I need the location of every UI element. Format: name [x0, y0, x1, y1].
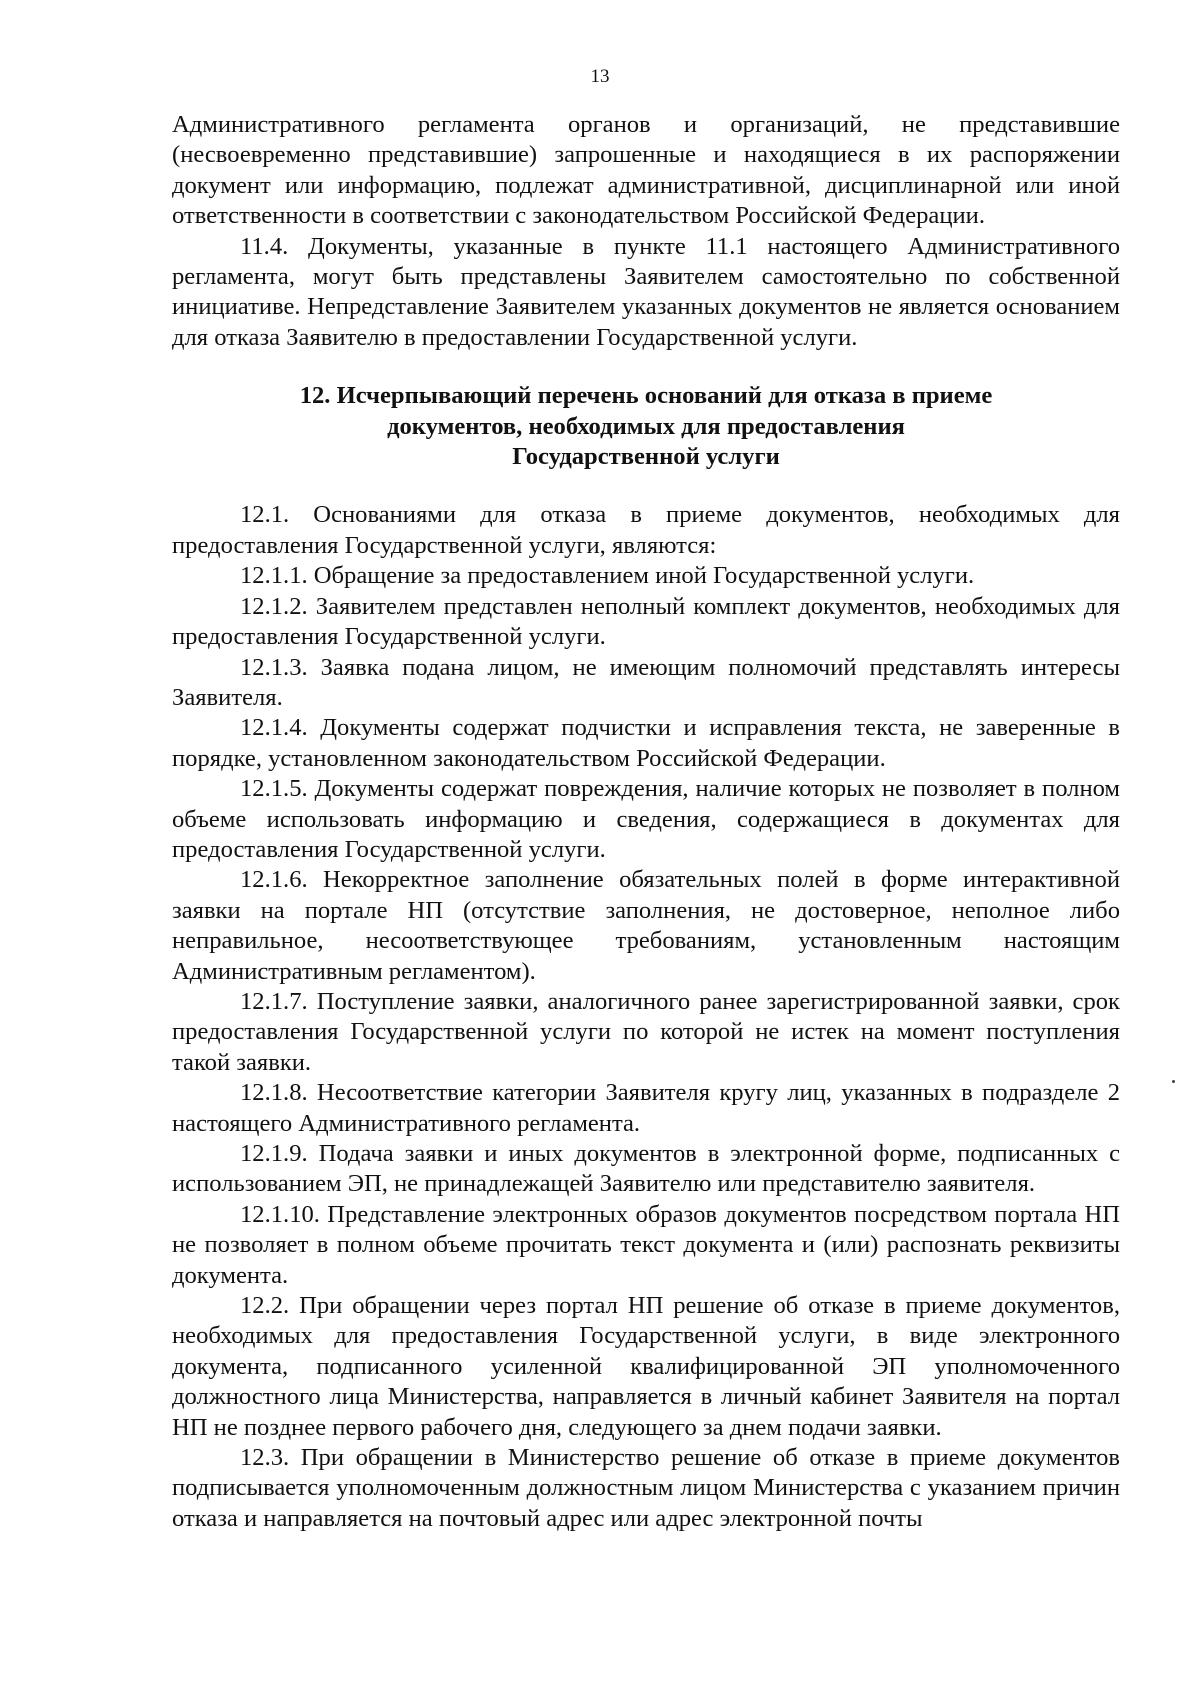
paragraph-12-1-2: 12.1.2. Заявителем представлен неполный комплект документов, необходимых для предоставления Государственной услуги. — [172, 592, 1120, 651]
paragraph-11-4: 11.4. Документы, указанные в пункте 11.1 настоящего Административного регламента, могут быть представлены Заявителем самостоятельно по собственной инициативе. Непредставление Заявителем указанных документов не является основанием для отказа Заявителю в предоставлении Государственной услуги. — [172, 232, 1120, 351]
paragraph-12-1: 12.1. Основаниями для отказа в приеме документов, необходимых для предоставления Государственной услуги, являются: — [172, 501, 1120, 559]
paragraph-12-3: 12.3. При обращении в Министерство решение об отказе в приеме документов подписывается уполномоченным должностным лицом Министерства с указанием причин отказа и направляется на почтовый адрес или адрес электронной почты — [172, 1444, 1120, 1532]
paragraph-12-1-9: 12.1.9. Подача заявки и иных документов в электронной форме, подписанных с использованием ЭП, не принадлежащей Заявителю или представителю заявителя. — [172, 1140, 1120, 1198]
paragraph-12-1-6: 12.1.6. Некорректное заполнение обязательных полей в форме интерактивной заявки на портале НП (отсутствие заполнения, не достоверное, неполное либо неправильное, несоответствующее требованиям, установленным настоящим Административным регламентом). — [172, 866, 1120, 985]
paragraph-12-1-4: 12.1.4. Документы содержат подчистки и исправления текста, не заверенные в порядке, установленном законодательством Российской Федерации. — [172, 714, 1120, 772]
heading-line-2: документов, необходимых для предоставления — [387, 412, 905, 440]
section-heading-12 — [172, 381, 1120, 472]
paragraph-12-1-8: 12.1.8. Несоответствие категории Заявителя кругу лиц, указанных в подразделе 2 настоящего Административного регламента. — [172, 1079, 1120, 1137]
paragraph-12-1-1: 12.1.1. Обращение за предоставлением иной Государственной услуги. — [240, 562, 975, 590]
page-number: 13 — [590, 66, 610, 87]
scan-speck — [1172, 1080, 1175, 1083]
heading-line-1: 12. Исчерпывающий перечень оснований для отказа в приеме — [299, 382, 993, 410]
paragraph-12-1-3: 12.1.3. Заявка подана лицом, не имеющим полномочий представлять интересы Заявителя. — [172, 653, 1120, 711]
paragraph-12-1-10: 12.1.10. Представление электронных образов документов посредством портала НП не позволяет в полном объеме прочитать текст документа и (или) распознать реквизиты документа. — [172, 1200, 1120, 1289]
heading-line-3: Государственной услуги — [512, 443, 780, 471]
paragraph-12-1-7: 12.1.7. Поступление заявки, аналогичного ранее зарегистрированной заявки, срок предоставления Государственной услуги по которой не истек на момент поступления такой заявки. — [172, 987, 1120, 1076]
paragraph-12-2: 12.2. При обращении через портал НП решение об отказе в приеме документов, необходимых для предоставления Государственной услуги, в виде электронного документа, подписанного усиленной квалифицированной ЭП уполномоченного должностного лица Министерства, направляется в личный кабинет Заявителя на портал НП не позднее первого рабочего дня, следующего за днем подачи заявки. — [172, 1292, 1120, 1441]
paragraph-12-1-5: 12.1.5. Документы содержат повреждения, наличие которых не позволяет в полном объеме использовать информацию и сведения, содержащиеся в документах для предоставления Государственной услуги. — [172, 775, 1120, 863]
document-body — [172, 110, 1120, 1534]
paragraph-continuation: Административного регламента органов и организаций, не представившие (несвоевременно представившие) запрошенные и находящиеся в их распоряжении документ или информацию, подлежат административной, дисциплинарной или иной ответственности в соответствии с законодательством Российской Федерации. — [172, 111, 1120, 230]
